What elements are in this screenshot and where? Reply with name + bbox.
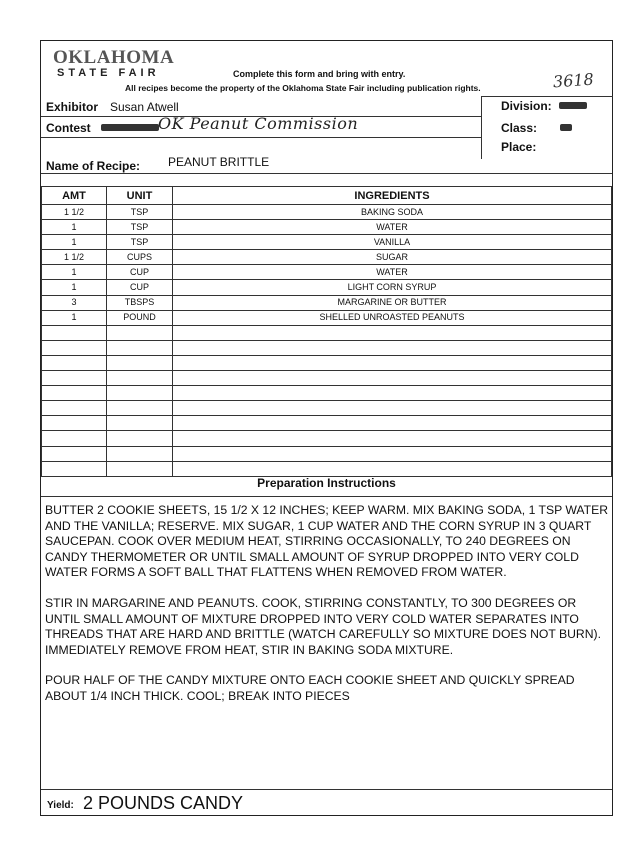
amt-cell: 1 1/2 bbox=[42, 250, 107, 265]
table-row bbox=[42, 446, 612, 461]
unit-cell: CUPS bbox=[107, 250, 173, 265]
division-redaction bbox=[559, 102, 587, 109]
unit-cell: TSP bbox=[107, 205, 173, 220]
unit-cell bbox=[107, 446, 173, 461]
amt-header: AMT bbox=[42, 187, 107, 205]
ingredient-cell bbox=[173, 371, 612, 386]
ingredient-cell bbox=[173, 355, 612, 370]
unit-cell bbox=[107, 325, 173, 340]
amt-cell bbox=[42, 416, 107, 431]
table-row bbox=[42, 340, 612, 355]
class-label: Class: bbox=[501, 121, 538, 135]
rights-notice: All recipes become the property of the Oklahoma State Fair including publication rights. bbox=[125, 83, 481, 93]
ingredient-cell bbox=[173, 340, 612, 355]
table-row bbox=[42, 371, 612, 386]
exhibitor-value: Susan Atwell bbox=[110, 100, 179, 114]
contest-redaction bbox=[101, 124, 159, 131]
amt-cell: 1 bbox=[42, 220, 107, 235]
ingredient-cell: SHELLED UNROASTED PEANUTS bbox=[173, 310, 612, 325]
yield-value: 2 POUNDS CANDY bbox=[83, 793, 244, 813]
table-row bbox=[42, 280, 612, 295]
amt-cell bbox=[42, 386, 107, 401]
unit-cell: TSP bbox=[107, 220, 173, 235]
amt-cell bbox=[42, 371, 107, 386]
table-row bbox=[42, 220, 612, 235]
amt-cell bbox=[42, 325, 107, 340]
logo-oklahoma: OKLAHOMA bbox=[53, 47, 175, 68]
preparation-title: Preparation Instructions bbox=[257, 476, 396, 490]
recipe-label: Name of Recipe: bbox=[46, 159, 141, 173]
exhibitor-label: Exhibitor bbox=[46, 100, 99, 114]
unit-cell: TSP bbox=[107, 235, 173, 250]
table-header-row bbox=[42, 187, 612, 205]
amt-cell: 1 bbox=[42, 310, 107, 325]
amt-cell: 1 bbox=[42, 235, 107, 250]
ingredient-cell bbox=[173, 416, 612, 431]
ingredient-cell bbox=[173, 325, 612, 340]
yield-label: Yield: bbox=[47, 800, 74, 811]
preparation-paragraph: BUTTER 2 COOKIE SHEETS, 15 1/2 X 12 INCHES; KEEP WARM. MIX BAKING SODA, 1 TSP WATER AND THE VANILLA; RESERVE. MIX SUGAR, 1 CUP WATER AND THE CORN SYRUP IN 3 QUART SAUCEPAN. COOK OVER MEDIUM HEAT, STIRRING OCCASIONALLY, TO 240 DEGREES ON CANDY THERMOMETER OR UNTIL SMALL AMOUNT OF SYRUP DROPPED INTO VERY COLD WATER FORMS A SOFT BALL THAT FLATTENS WHEN REMOVED FROM WATER. bbox=[45, 503, 609, 580]
form-instruction: Complete this form and bring with entry. bbox=[233, 69, 406, 79]
unit-cell bbox=[107, 386, 173, 401]
ingredient-cell bbox=[173, 461, 612, 476]
ingredient-cell: MARGARINE OR BUTTER bbox=[173, 295, 612, 310]
division-label: Division: bbox=[501, 99, 552, 113]
recipe-rule bbox=[41, 173, 612, 174]
amt-cell bbox=[42, 431, 107, 446]
place-label: Place: bbox=[501, 140, 537, 154]
ingredient-cell bbox=[173, 386, 612, 401]
class-redaction bbox=[560, 124, 572, 131]
unit-cell bbox=[107, 416, 173, 431]
preparation-text bbox=[45, 503, 611, 720]
unit-cell: TBSPS bbox=[107, 295, 173, 310]
table-row bbox=[42, 355, 612, 370]
table-row bbox=[42, 461, 612, 476]
table-row bbox=[42, 431, 612, 446]
contest-rule bbox=[41, 137, 481, 138]
table-row bbox=[42, 235, 612, 250]
amt-cell: 1 bbox=[42, 265, 107, 280]
ingredients-table bbox=[41, 186, 612, 477]
contest-label: Contest bbox=[46, 121, 91, 135]
contest-value: OK Peanut Commission bbox=[158, 114, 359, 133]
ingredient-cell bbox=[173, 446, 612, 461]
amt-cell: 3 bbox=[42, 295, 107, 310]
table-row bbox=[42, 250, 612, 265]
amt-cell bbox=[42, 401, 107, 416]
unit-cell: POUND bbox=[107, 310, 173, 325]
table-row bbox=[42, 295, 612, 310]
preparation-paragraph: POUR HALF OF THE CANDY MIXTURE ONTO EACH COOKIE SHEET AND QUICKLY SPREAD ABOUT 1/4 INCH THICK. COOL; BREAK INTO PIECES bbox=[45, 673, 575, 703]
unit-cell bbox=[107, 401, 173, 416]
unit-cell bbox=[107, 371, 173, 386]
recipe-value: PEANUT BRITTLE bbox=[168, 155, 270, 169]
ingredient-cell: LIGHT CORN SYRUP bbox=[173, 280, 612, 295]
ingredient-cell: SUGAR bbox=[173, 250, 612, 265]
table-row bbox=[42, 265, 612, 280]
logo-state-fair: STATE FAIR bbox=[57, 67, 160, 79]
unit-cell bbox=[107, 340, 173, 355]
unit-cell bbox=[107, 431, 173, 446]
amt-cell: 1 1/2 bbox=[42, 205, 107, 220]
preparation-paragraph: STIR IN MARGARINE AND PEANUTS. COOK, STIRRING CONSTANTLY, TO 300 DEGREES OR UNTIL SMALL AMOUNT OF MIXTURE DROPPED INTO VERY COLD WATER SEPARATES INTO THREADS THAT ARE HARD AND BRITTLE (WATCH CAREFULLY SO MIXTURE DOES NOT BURN). IMMEDIATELY REMOVE FROM HEAT, STIR IN BAKING SODA MIXTURE. bbox=[45, 595, 601, 657]
amt-cell: 1 bbox=[42, 280, 107, 295]
table-row bbox=[42, 386, 612, 401]
table-row bbox=[42, 401, 612, 416]
unit-cell: CUP bbox=[107, 265, 173, 280]
ingredient-cell bbox=[173, 401, 612, 416]
ingredient-cell: BAKING SODA bbox=[173, 205, 612, 220]
entry-number: 3618 bbox=[552, 69, 595, 92]
ingredient-cell: WATER bbox=[173, 220, 612, 235]
unit-cell: CUP bbox=[107, 280, 173, 295]
unit-cell bbox=[107, 461, 173, 476]
preparation-rule bbox=[41, 496, 612, 497]
yield-rule bbox=[41, 789, 612, 790]
table-row bbox=[42, 325, 612, 340]
amt-cell bbox=[42, 340, 107, 355]
amt-cell bbox=[42, 461, 107, 476]
ingredient-cell: VANILLA bbox=[173, 235, 612, 250]
table-row bbox=[42, 205, 612, 220]
table-row bbox=[42, 416, 612, 431]
unit-header: UNIT bbox=[107, 187, 173, 205]
table-row bbox=[42, 310, 612, 325]
ingredient-cell: WATER bbox=[173, 265, 612, 280]
unit-cell bbox=[107, 355, 173, 370]
ingredient-cell bbox=[173, 431, 612, 446]
amt-cell bbox=[42, 355, 107, 370]
ingredients-header: INGREDIENTS bbox=[173, 187, 612, 205]
entry-form bbox=[40, 40, 613, 816]
amt-cell bbox=[42, 446, 107, 461]
